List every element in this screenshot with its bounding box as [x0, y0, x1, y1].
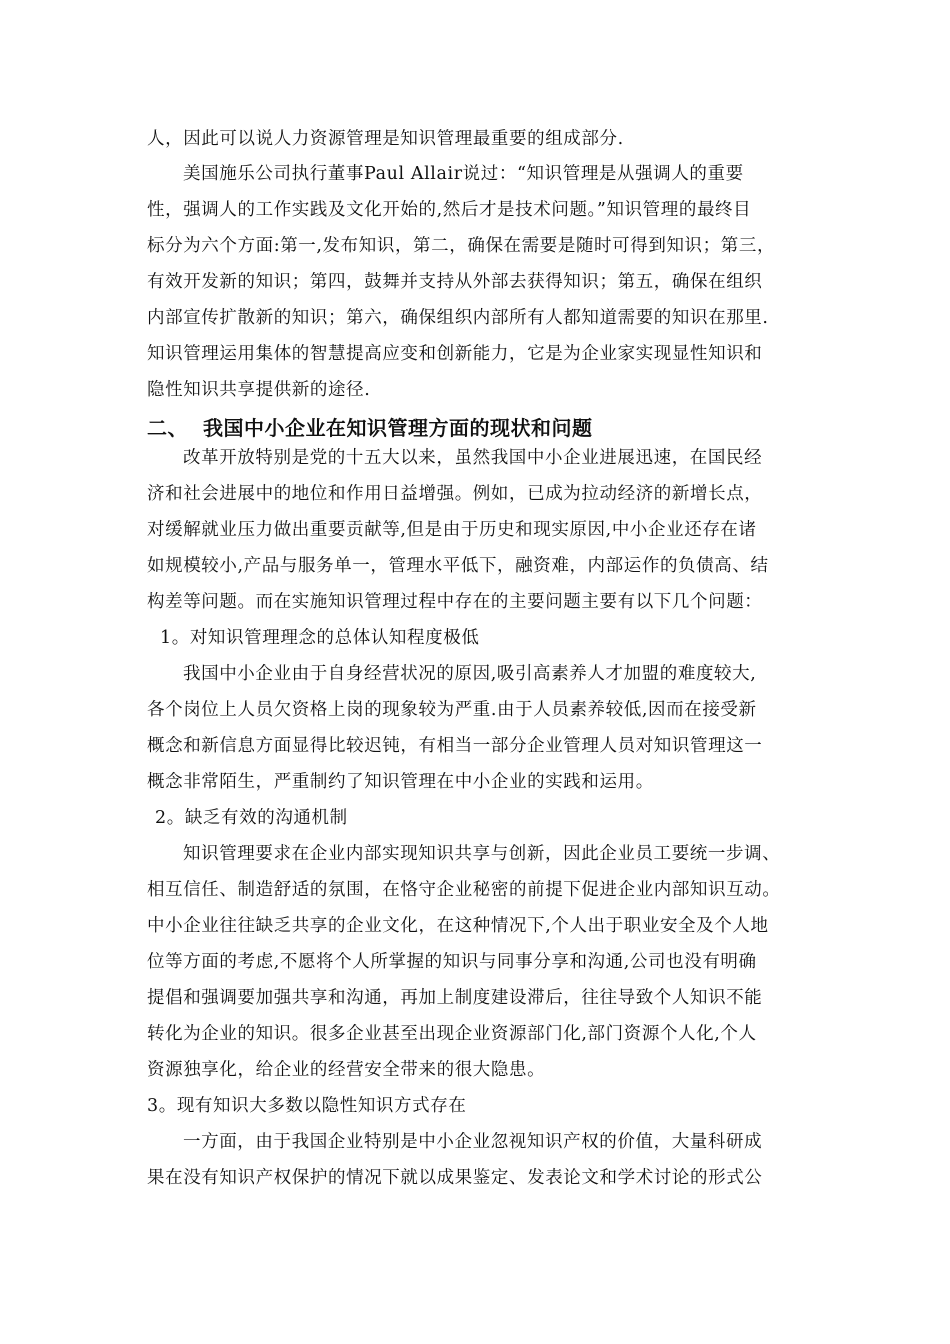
- paragraph-line: 构差等问题。而在实施知识管理过程中存在的主要问题主要有以下几个问题：: [147, 592, 763, 612]
- paragraph-line: 济和社会进展中的地位和作用日益增强。例如，已成为拉动经济的新增长点，: [147, 484, 763, 504]
- section-heading-number: 二、: [147, 416, 188, 440]
- paragraph-line: 美国施乐公司执行董事Paul Allair说过：“知识管理是从强调人的重要: [183, 164, 744, 184]
- paragraph-line: 对缓解就业压力做出重要贡献等,但是由于历史和现实原因,中小企业还存在诸: [147, 520, 757, 540]
- paragraph-line: 转化为企业的知识。很多企业甚至出现企业资源部门化,部门资源个人化,个人: [147, 1024, 757, 1044]
- paragraph-line: 知识管理要求在企业内部实现知识共享与创新，因此企业员工要统一步调、: [183, 844, 781, 864]
- paragraph-line: 果在没有知识产权保护的情况下就以成果鉴定、发表论文和学术讨论的形式公: [147, 1168, 763, 1188]
- paragraph-line: 性，强调人的工作实践及文化开始的,然后才是技术问题。”知识管理的最终目: [147, 200, 752, 220]
- paragraph-line: 如规模较小,产品与服务单一，管理水平低下，融资难，内部运作的负债高、结: [147, 556, 769, 576]
- paragraph-line: 知识管理运用集体的智慧提高应变和创新能力，它是为企业家实现显性知识和: [147, 344, 763, 364]
- paragraph-line: 标分为六个方面:第一,发布知识，第二，确保在需要是随时可得到知识；第三，: [147, 236, 776, 256]
- subsection-heading: 1。对知识管理理念的总体认知程度极低: [160, 628, 480, 648]
- paragraph-line: 概念非常陌生，严重制约了知识管理在中小企业的实践和运用。: [147, 772, 654, 792]
- paragraph-line: 一方面，由于我国企业特别是中小企业忽视知识产权的价值，大量科研成: [183, 1132, 763, 1152]
- section-heading: [147, 416, 593, 440]
- paragraph-line: 概念和新信息方面显得比较迟钝，有相当一部分企业管理人员对知识管理这一: [147, 736, 763, 756]
- paragraph-line: 隐性知识共享提供新的途径.: [147, 380, 371, 400]
- paragraph-line: 我国中小企业由于自身经营状况的原因,吸引高素养人才加盟的难度较大,: [183, 664, 757, 684]
- subsection-heading: 2。缺乏有效的沟通机制: [155, 808, 348, 828]
- subsection-heading: 3。现有知识大多数以隐性知识方式存在: [147, 1096, 467, 1116]
- section-heading-text: 我国中小企业在知识管理方面的现状和问题: [203, 416, 593, 440]
- paragraph-line: 中小企业往往缺乏共享的企业文化，在这种情况下,个人出于职业安全及个人地: [147, 916, 769, 936]
- paragraph-line: 位等方面的考虑,不愿将个人所掌握的知识与同事分享和沟通,公司也没有明确: [147, 952, 757, 972]
- paragraph-line: 内部宣传扩散新的知识；第六，确保组织内部所有人都知道需要的知识在那里.: [147, 308, 769, 328]
- paragraph-line: 人，因此可以说人力资源管理是知识管理最重要的组成部分.: [147, 129, 624, 149]
- paragraph-line: 提倡和强调要加强共享和沟通，再加上制度建设滞后，往往导致个人知识不能: [147, 988, 763, 1008]
- paragraph-line: 各个岗位上人员欠资格上岗的现象较为严重.由于人员素养较低,因而在接受新: [147, 700, 757, 720]
- paragraph-line: 有效开发新的知识；第四，鼓舞并支持从外部去获得知识；第五，确保在组织: [147, 272, 763, 292]
- paragraph-line: 改革开放特别是党的十五大以来，虽然我国中小企业进展迅速，在国民经: [183, 448, 763, 468]
- paragraph-line: 相互信任、制造舒适的氛围，在恪守企业秘密的前提下促进企业内部知识互动。: [147, 880, 781, 900]
- paragraph-line: 资源独享化，给企业的经营安全带来的很大隐患。: [147, 1060, 546, 1080]
